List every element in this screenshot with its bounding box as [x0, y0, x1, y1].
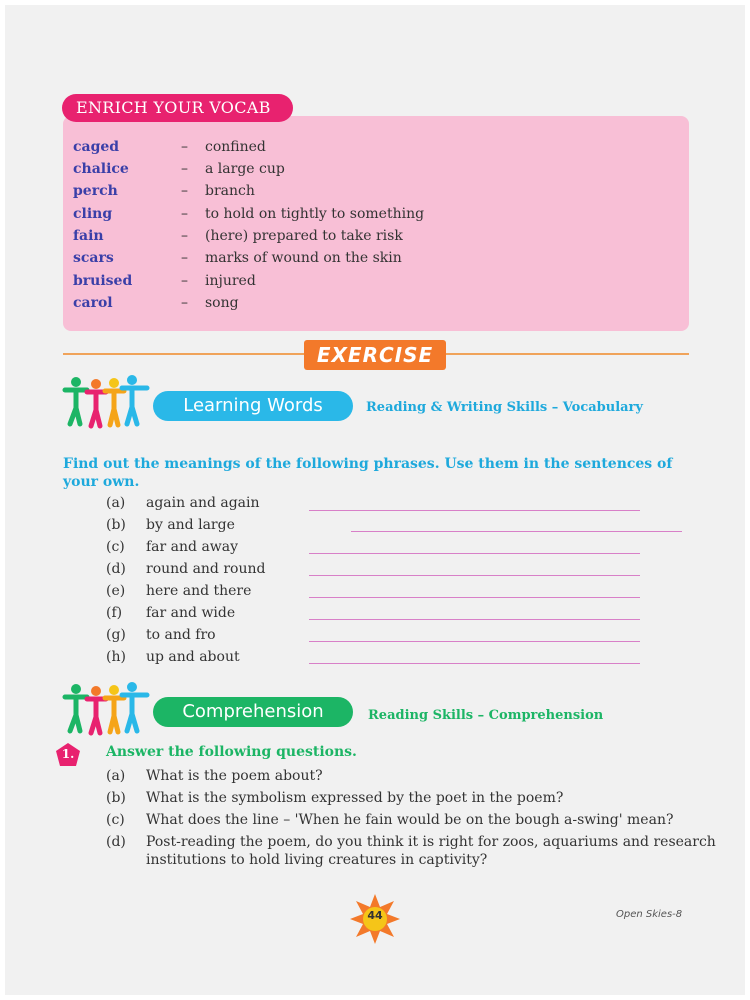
vocab-meaning: a large cup	[205, 161, 285, 177]
question-text: What does the line – 'When he fain would be on the bough a-swing' mean?	[146, 812, 674, 828]
answer-line[interactable]	[309, 641, 640, 642]
phrase-label: (h)	[106, 649, 126, 665]
vocab-word: scars	[73, 250, 114, 266]
children-icon	[62, 374, 152, 430]
comprehension-heading: Answer the following questions.	[106, 744, 357, 760]
vocab-dash: –	[181, 206, 188, 222]
vocab-dash: –	[181, 139, 188, 155]
phrase-label: (b)	[106, 517, 126, 533]
book-title: Open Skies-8	[616, 909, 683, 920]
phrase-text: again and again	[146, 495, 260, 511]
phrase-label: (a)	[106, 495, 126, 511]
vocab-meaning: (here) prepared to take risk	[205, 228, 403, 244]
children-icon	[62, 681, 152, 737]
question-text: What is the poem about?	[146, 768, 323, 784]
answer-line[interactable]	[351, 531, 682, 532]
learning-words-skill: Reading & Writing Skills – Vocabulary	[366, 400, 643, 415]
comprehension-skill: Reading Skills – Comprehension	[368, 708, 604, 723]
vocab-meaning: confined	[205, 139, 266, 155]
vocab-word: carol	[73, 295, 113, 311]
phrase-text: far and away	[146, 539, 239, 555]
answer-line[interactable]	[309, 553, 640, 554]
vocab-dash: –	[181, 183, 188, 199]
vocab-word: bruised	[73, 273, 133, 289]
vocab-word: fain	[73, 228, 104, 244]
phrase-text: far and wide	[146, 605, 236, 621]
question-text: Post-reading the poem, do you think it is right for zoos, aquariums and research	[146, 834, 716, 850]
vocab-dash: –	[181, 228, 188, 244]
exercise-banner: EXERCISE	[304, 340, 446, 370]
vocab-dash: –	[181, 250, 188, 266]
answer-line[interactable]	[309, 597, 640, 598]
phrase-label: (g)	[106, 627, 126, 643]
vocab-dash: –	[181, 295, 188, 311]
phrase-text: up and about	[146, 649, 240, 665]
vocab-title: ENRICH YOUR VOCAB	[62, 94, 293, 122]
vocab-word: chalice	[73, 161, 129, 177]
answer-line[interactable]	[309, 619, 640, 620]
vocab-meaning: branch	[205, 183, 255, 199]
page-number: 44	[367, 909, 383, 922]
question-label: (c)	[106, 812, 125, 828]
phrase-text: to and fro	[146, 627, 216, 643]
phrase-label: (d)	[106, 561, 126, 577]
vocab-meaning: to hold on tightly to something	[205, 206, 425, 222]
vocab-meaning: marks of wound on the skin	[205, 250, 402, 266]
question-text: What is the symbolism expressed by the poet in the poem?	[146, 790, 564, 806]
vocab-word: perch	[73, 183, 118, 199]
comprehension-label: Comprehension	[153, 697, 353, 727]
phrase-label: (e)	[106, 583, 126, 599]
vocab-dash: –	[181, 161, 188, 177]
learning-words-instruction: Find out the meanings of the following phrases. Use them in the sentences of your own.	[63, 456, 673, 490]
vocab-meaning: song	[205, 295, 239, 311]
answer-line[interactable]	[309, 575, 640, 576]
phrase-text: here and there	[146, 583, 252, 599]
vocab-dash: –	[181, 273, 188, 289]
phrase-label: (c)	[106, 539, 125, 555]
phrase-text: by and large	[146, 517, 235, 533]
answer-line[interactable]	[309, 663, 640, 664]
vocab-word: caged	[73, 139, 120, 155]
question-label: (b)	[106, 790, 126, 806]
question-number: 1.	[61, 747, 75, 761]
question-label: (d)	[106, 834, 126, 850]
learning-words-label: Learning Words	[153, 391, 353, 421]
question-text: institutions to hold living creatures in captivity?	[146, 852, 488, 868]
vocab-meaning: injured	[205, 273, 256, 289]
phrase-label: (f)	[106, 605, 123, 621]
vocab-word: cling	[73, 206, 113, 222]
question-label: (a)	[106, 768, 126, 784]
phrase-text: round and round	[146, 561, 266, 577]
answer-line[interactable]	[309, 510, 640, 511]
